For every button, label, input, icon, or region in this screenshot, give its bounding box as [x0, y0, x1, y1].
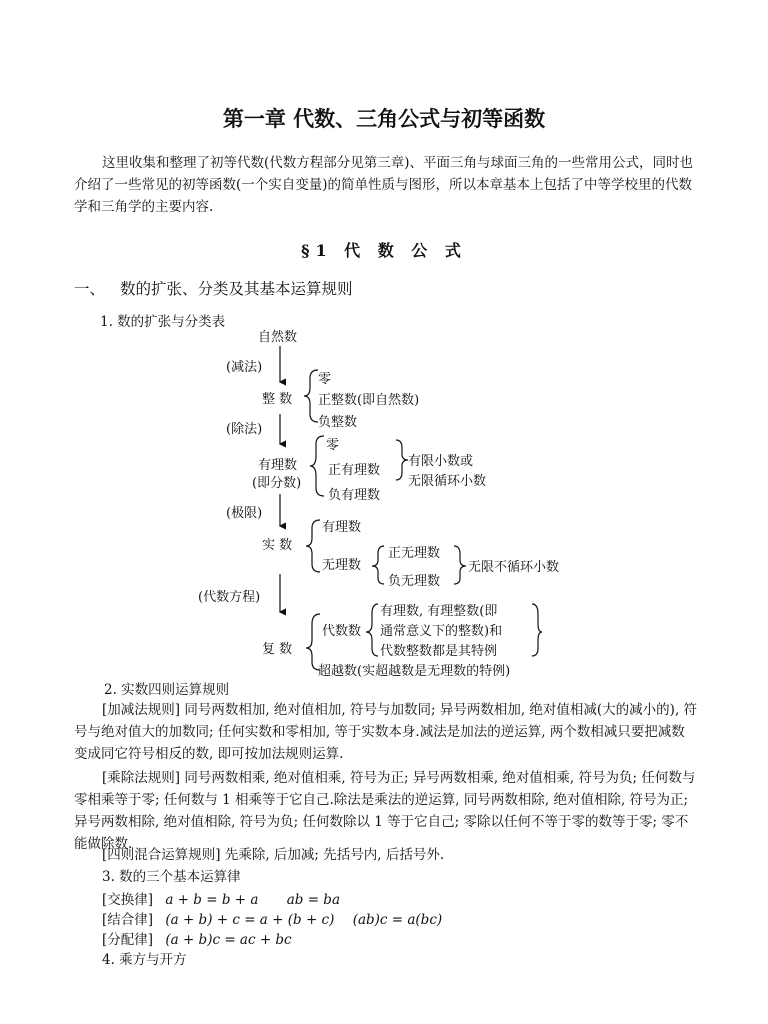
- op-subtraction: (减法): [226, 360, 263, 375]
- item-1-heading: 1. 数的扩张与分类表: [100, 314, 226, 330]
- node-finite-decimal: 有限小数或: [408, 454, 474, 469]
- node-natural: 自然数: [258, 330, 298, 345]
- node-complex: 复 数: [262, 642, 293, 657]
- intro-paragraph: 这里收集和整理了初等代数(代数方程部分见第三章)、平面三角与球面三角的一些常用公式，同时也介绍了一些常见的初等函数(一个实自变量)的简单性质与图形，所以本章基本上包括了中等学校里的代数学和三角学的主要内容.: [74, 155, 694, 215]
- node-rational: 有理数: [258, 458, 298, 473]
- part-title: 数的扩张、分类及其基本运算规则: [120, 280, 353, 298]
- op-limit: (极限): [226, 506, 263, 521]
- node-nonrepeating-decimal: 无限不循环小数: [468, 560, 560, 575]
- node-positive-irrational: 正无理数: [388, 546, 441, 561]
- node-positive-rational: 正有理数: [328, 463, 381, 478]
- node-algebraic-desc-2: 通常意义下的整数)和: [380, 624, 503, 639]
- brace-irrational: [372, 546, 384, 584]
- brace-integer: [304, 370, 318, 422]
- law-associative: [102, 908, 442, 928]
- law-distributive-formula: (a + b)c = ac + bc: [165, 932, 292, 948]
- brace-algebraic-right: [532, 604, 542, 656]
- law-distributive-label: [分配律]: [102, 932, 154, 948]
- op-division: (除法): [226, 422, 263, 437]
- brace-nonrepeating: [454, 546, 466, 584]
- law-commutative-label: [交换律]: [102, 892, 154, 908]
- law-commutative-mul: ab = ba: [286, 892, 340, 908]
- rule-multiply-divide: [乘除法规则] 同号两数相乘, 绝对值相乘, 符号为正; 异号两数相乘, 绝对值相乘, 符号为负; 任何数与零相乘等于零; 任何数与 1 相乘等于它自己.除法是乘法的逆运算, 同号两数相除, 绝对值相除, 符号为正; 异号两数相除, 绝对值相除, 符号为负; 任何数除以 1 等于它自己; 零除以任何不等于零的数等于零; 零不能做除数.: [74, 770, 696, 852]
- law-associative-mul: (ab)c = a(bc): [352, 912, 443, 928]
- item-4-heading: 4. 乘方与开方: [102, 952, 187, 968]
- node-real: 实 数: [262, 538, 293, 553]
- rule-mixed: [四则混合运算规则] 先乘除, 后加减; 先括号内, 后括号外.: [102, 847, 445, 863]
- part-number: 一、: [74, 280, 106, 298]
- node-algebraic: 代数数: [322, 624, 362, 639]
- node-irrational: 无理数: [322, 558, 362, 573]
- node-positive-integer: 正整数(即自然数): [318, 393, 420, 408]
- rule-add-subtract: [加减法规则] 同号两数相加, 绝对值相加, 符号与加数同; 异号两数相加, 绝对值相减(大的减小的), 符号与绝对值大的加数同; 任何实数和零相加, 等于实数本身.减法是加法的逆运算, 两个数相减只要把减数变成同它符号相反的数, 即可按加法规则运算.: [74, 702, 698, 762]
- item-3-heading: 3. 数的三个基本运算律: [102, 869, 241, 885]
- node-algebraic-desc-3: 代数整数都是其特例: [380, 644, 498, 659]
- number-classification-diagram: [192, 322, 560, 679]
- op-algebraic-equation: (代数方程): [198, 590, 261, 605]
- brace-decimal-rational: [396, 440, 408, 480]
- law-commutative-add: a + b = b + a: [165, 892, 259, 908]
- brace-real: [306, 520, 320, 572]
- law-associative-label: [结合律]: [102, 912, 154, 928]
- section-heading: §1 代 数 公 式: [301, 241, 467, 260]
- brace-rational: [310, 436, 324, 496]
- law-associative-add: (a + b) + c = a + (b + c): [165, 912, 335, 928]
- node-integer: 整 数: [262, 392, 293, 407]
- node-real-rational: 有理数: [322, 520, 362, 535]
- node-transcendental: 超越数(实超越数是无理数的特例): [318, 664, 511, 679]
- node-negative-irrational: 负无理数: [388, 574, 441, 589]
- node-repeating-decimal: 无限循环小数: [408, 474, 487, 489]
- node-zero-2: 零: [326, 438, 340, 453]
- part-heading: [74, 277, 353, 299]
- law-distributive: [102, 928, 292, 948]
- brace-algebraic: [366, 604, 378, 656]
- item-2-heading: 2. 实数四则运算规则: [104, 682, 230, 698]
- chapter-title: 第一章 代数、三角公式与初等函数: [222, 106, 546, 131]
- node-zero-1: 零: [318, 372, 332, 387]
- law-commutative: [102, 888, 340, 908]
- node-algebraic-desc-1: 有理数, 有理整数(即: [380, 604, 498, 619]
- node-negative-integer: 负整数: [318, 415, 358, 430]
- node-negative-rational: 负有理数: [328, 488, 381, 503]
- node-rational-alias: (即分数): [252, 476, 302, 491]
